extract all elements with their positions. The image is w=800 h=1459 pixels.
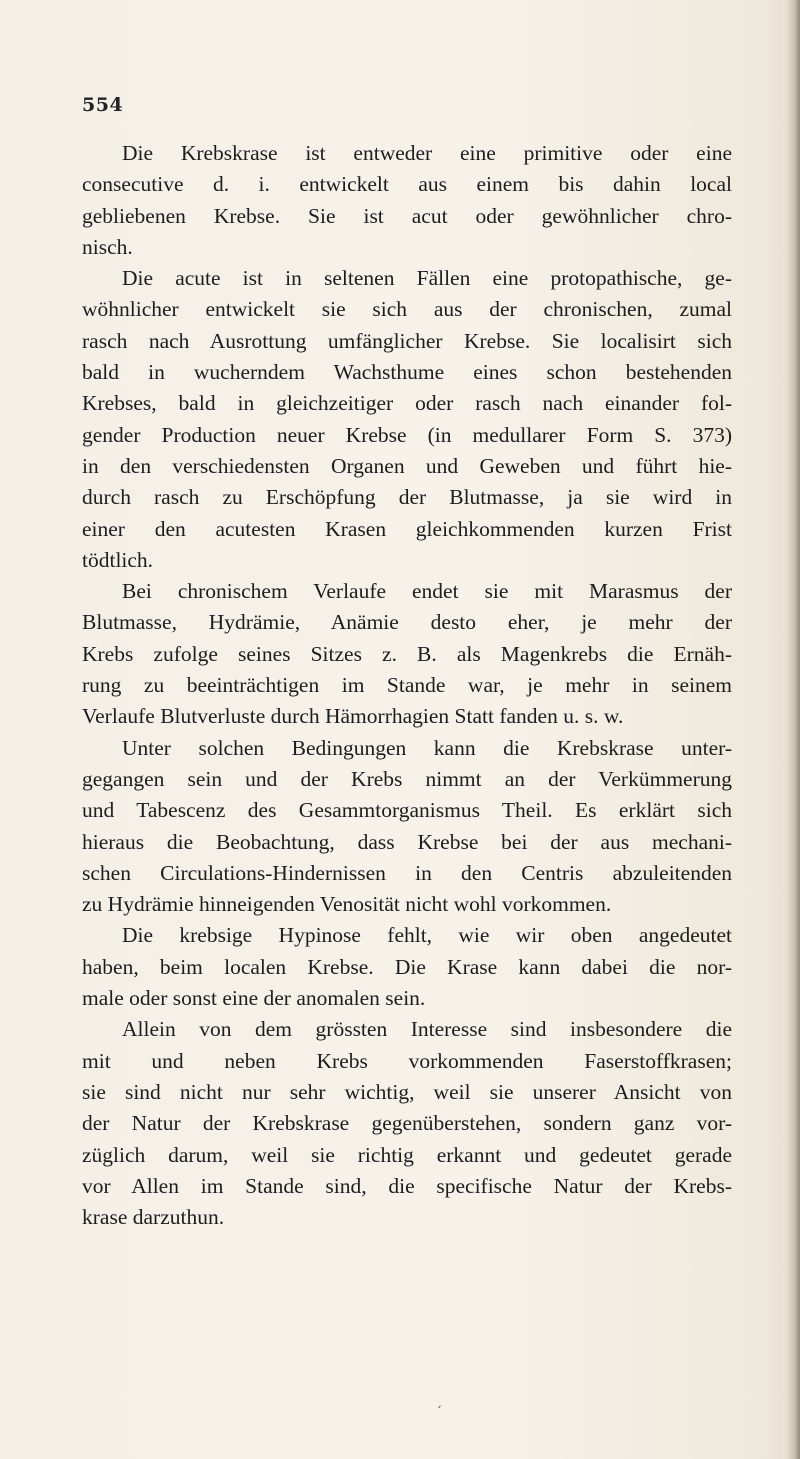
text-line: Die krebsige Hypinose fehlt, wie wir oben angedeutet — [122, 923, 732, 948]
text-line: vor Allen im Stande sind, die specifische Natur der Krebs- — [82, 1173, 732, 1198]
text-line: sie sind nicht nur sehr wichtig, weil sie unserer Ansicht von — [82, 1079, 732, 1104]
text-line: Unter solchen Bedingungen kann die Krebskrase unter- — [122, 735, 732, 760]
text-line: Die acute ist in seltenen Fällen eine protopathische, ge- — [122, 266, 732, 291]
stray-mark: ˏ — [436, 1394, 442, 1408]
page-edge-shadow — [786, 0, 800, 1459]
text-line: Allein von dem grössten Interesse sind insbesondere die — [122, 1017, 732, 1042]
text-line: und Tabescenz des Gesammtorganismus Theil. Es erklärt sich — [82, 798, 732, 823]
text-line: consecutive d. i. entwickelt aus einem bis dahin local — [82, 172, 732, 197]
text-line: Blutmasse, Hydrämie, Anämie desto eher, je mehr der — [82, 610, 732, 635]
text-line: bald in wucherndem Wachsthume eines schon bestehenden — [82, 360, 732, 385]
text-line: wöhnlicher entwickelt sie sich aus der chronischen, zumal — [82, 297, 732, 322]
text-line: durch rasch zu Erschöpfung der Blutmasse, ja sie wird in — [82, 485, 732, 510]
text-line: nisch. — [82, 234, 133, 259]
text-line: gebliebenen Krebse. Sie ist acut oder gewöhnlicher chro- — [82, 203, 732, 228]
text-line: gegangen sein und der Krebs nimmt an der Verkümmerung — [82, 766, 732, 791]
text-line: rung zu beeinträchtigen im Stande war, je mehr in seinem — [82, 673, 732, 698]
page-number: 554 — [82, 94, 124, 116]
text-line: zu Hydrämie hinneigenden Venosität nicht wohl vorkommen. — [82, 892, 612, 917]
text-line: mit und neben Krebs vorkommenden Faserstoffkrasen; — [82, 1048, 732, 1073]
text-line: gender Production neuer Krebse (in medullarer Form S. 373) — [82, 422, 732, 447]
text-line: Krebs zufolge seines Sitzes z. B. als Magenkrebs die Ernäh- — [82, 641, 732, 666]
text-line: tödtlich. — [82, 547, 154, 572]
text-line: züglich darum, weil sie richtig erkannt und gedeutet gerade — [82, 1142, 732, 1167]
text-line: Verlaufe Blutverluste durch Hämorrhagien Statt fanden u. s. w. — [82, 704, 624, 729]
text-line: krase darzuthun. — [82, 1205, 225, 1230]
text-line: Die Krebskrase ist entweder eine primitive oder eine — [122, 141, 732, 165]
text-line: Krebses, bald in gleichzeitiger oder rasch nach einander fol- — [82, 391, 732, 416]
text-line: einer den acutesten Krasen gleichkommenden kurzen Frist — [82, 516, 732, 541]
text-line: hieraus die Beobachtung, dass Krebse bei der aus mechani- — [82, 829, 732, 854]
body-text — [82, 138, 732, 1233]
text-line: haben, beim localen Krebse. Die Krase kann dabei die nor- — [82, 954, 732, 979]
text-line: male oder sonst eine der anomalen sein. — [82, 986, 426, 1011]
text-line: schen Circulations-Hindernissen in den Centris abzuleitenden — [82, 860, 732, 885]
text-line: der Natur der Krebskrase gegenüberstehen, sondern ganz vor- — [82, 1111, 732, 1136]
text-line: in den verschiedensten Organen und Geweben und führt hie- — [82, 453, 732, 478]
text-line: rasch nach Ausrottung umfänglicher Krebse. Sie localisirt sich — [82, 328, 732, 353]
text-line: Bei chronischem Verlaufe endet sie mit Marasmus der — [122, 579, 732, 604]
